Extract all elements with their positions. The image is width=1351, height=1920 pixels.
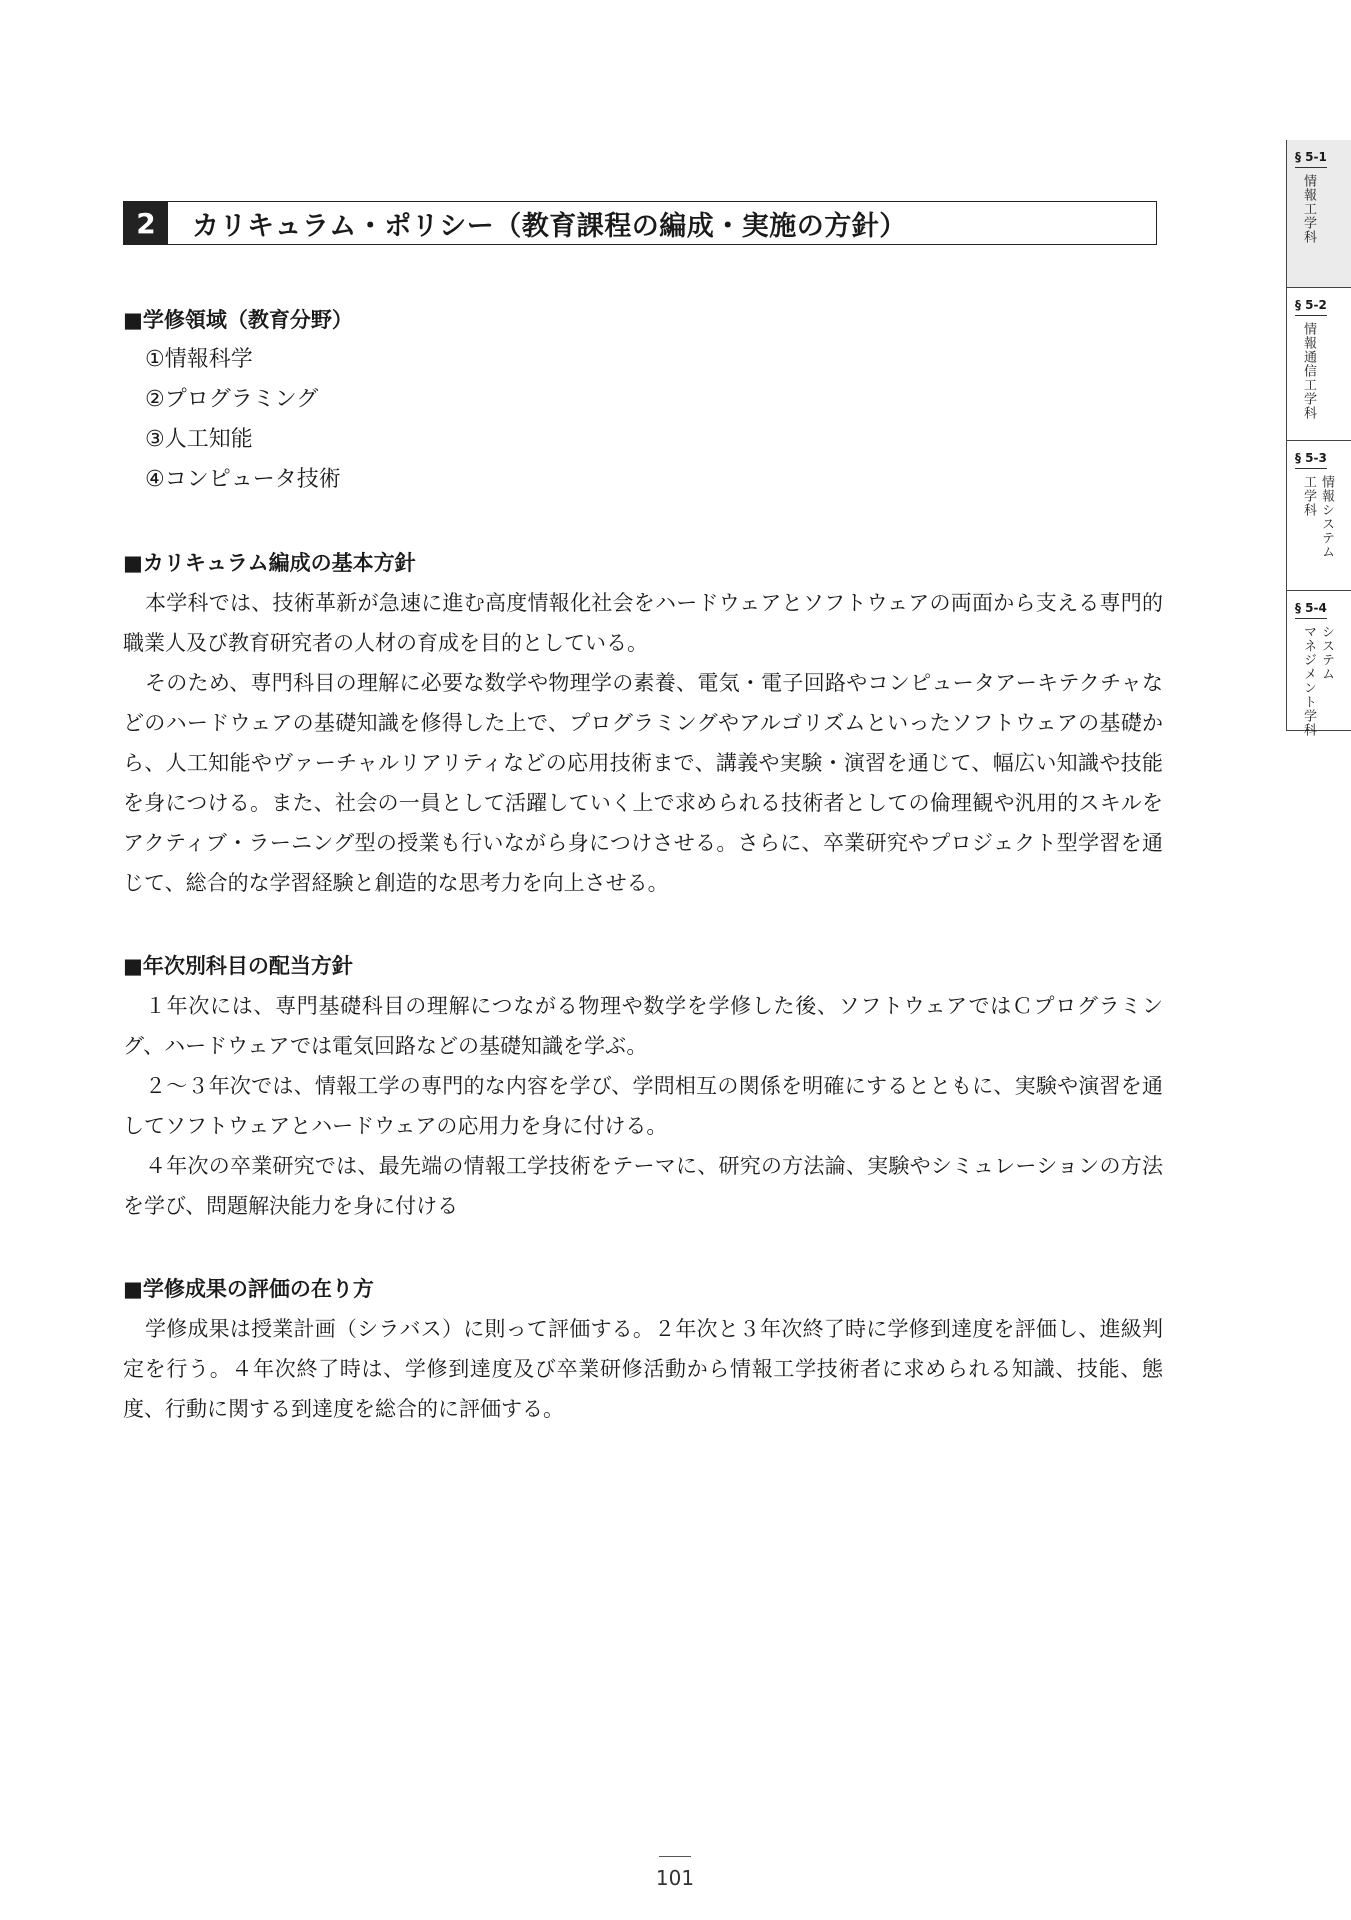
tab-label: 情報通信工学科 xyxy=(1301,322,1316,420)
year-policy-title: ■年次別科目の配当方針 xyxy=(123,954,353,978)
paragraph: 本学科では、技術革新が急速に進む高度情報化社会をハードウェアとソフトウェアの両面から支える専門的職業人及び教育研究者の人材の育成を目的としている。 xyxy=(123,591,1163,655)
tab-code: § 5-4 xyxy=(1295,601,1327,619)
section-heading xyxy=(123,201,1157,245)
tab-code: § 5-2 xyxy=(1295,298,1327,316)
section-number: 2 xyxy=(124,202,168,244)
paragraph: そのため、専門科目の理解に必要な数学や物理学の素養、電気・電子回路やコンピュータアーキテクチャなどのハードウェアの基礎知識を修得した上で、プログラミングやアルゴリズムといったソフトウェアの基礎から、人工知能やヴァーチャルリアリティなどの応用技術まで、講義や実験・演習を通じて、幅広い知識や技能を身につける。また、社会の一員として活躍していく上で求められる技術者としての倫理観や汎用的スキルをアクティブ・ラーニング型の授業も行いながら身につけさせる。さらに、卒業研究やプロジェクト型学習を通じて、総合的な学習経験と創造的な思考力を向上させる。 xyxy=(123,671,1163,895)
fields-title: ■学修領域（教育分野） xyxy=(123,308,353,332)
evaluation-section xyxy=(123,1269,1163,1429)
paragraph: ４年次の卒業研究では、最先端の情報工学技術をテーマに、研究の方法論、実験やシミュレーションの方法を学び、問題解決能力を身に付ける xyxy=(123,1154,1163,1218)
tab-label: 情報工学科 xyxy=(1301,174,1316,244)
basic-policy-section xyxy=(123,543,1163,903)
fields-section xyxy=(123,300,1163,500)
tab-code: § 5-1 xyxy=(1295,150,1327,168)
paragraph: 学修成果は授業計画（シラバス）に則って評価する。２年次と３年次終了時に学修到達度を評価し、進級判定を行う。４年次終了時は、学修到達度及び卒業研修活動から情報工学技術者に求められる知識、技能、態度、行動に関する到達度を総合的に評価する。 xyxy=(123,1317,1163,1421)
list-item: ③人工知能 xyxy=(145,427,253,452)
tab-label: システム xyxy=(1319,625,1334,681)
evaluation-title: ■学修成果の評価の在り方 xyxy=(123,1277,374,1301)
basic-policy-title: ■カリキュラム編成の基本方針 xyxy=(123,551,416,575)
list-item: ②プログラミング xyxy=(145,387,319,412)
tab-code: § 5-3 xyxy=(1295,451,1327,469)
tab-label: 情報システム xyxy=(1319,475,1334,559)
side-tab-5-1[interactable] xyxy=(1286,140,1351,288)
side-tab-5-2[interactable] xyxy=(1286,288,1351,441)
section-title: カリキュラム・ポリシー（教育課程の編成・実施の方針） xyxy=(192,210,907,242)
tab-label: 工学科 xyxy=(1301,475,1316,517)
list-item: ④コンピュータ技術 xyxy=(145,467,341,492)
list-item: ①情報科学 xyxy=(145,347,253,372)
chapter-side-tabs xyxy=(1286,140,1351,737)
tab-label: マネジメント学科 xyxy=(1301,625,1316,737)
year-policy-section xyxy=(123,946,1163,1226)
paragraph: ２～３年次では、情報工学の専門的な内容を学び、学問相互の関係を明確にするとともに、実験や演習を通してソフトウェアとハードウェアの応用力を身に付ける。 xyxy=(123,1074,1163,1138)
side-tab-5-4[interactable] xyxy=(1286,591,1351,737)
footer-divider xyxy=(659,1856,691,1857)
page-number: 101 xyxy=(655,1866,695,1890)
paragraph: １年次には、専門基礎科目の理解につながる物理や数学を学修した後、ソフトウェアではＣプログラミング、ハードウェアでは電気回路などの基礎知識を学ぶ。 xyxy=(123,994,1163,1058)
side-tab-5-3[interactable] xyxy=(1286,441,1351,591)
